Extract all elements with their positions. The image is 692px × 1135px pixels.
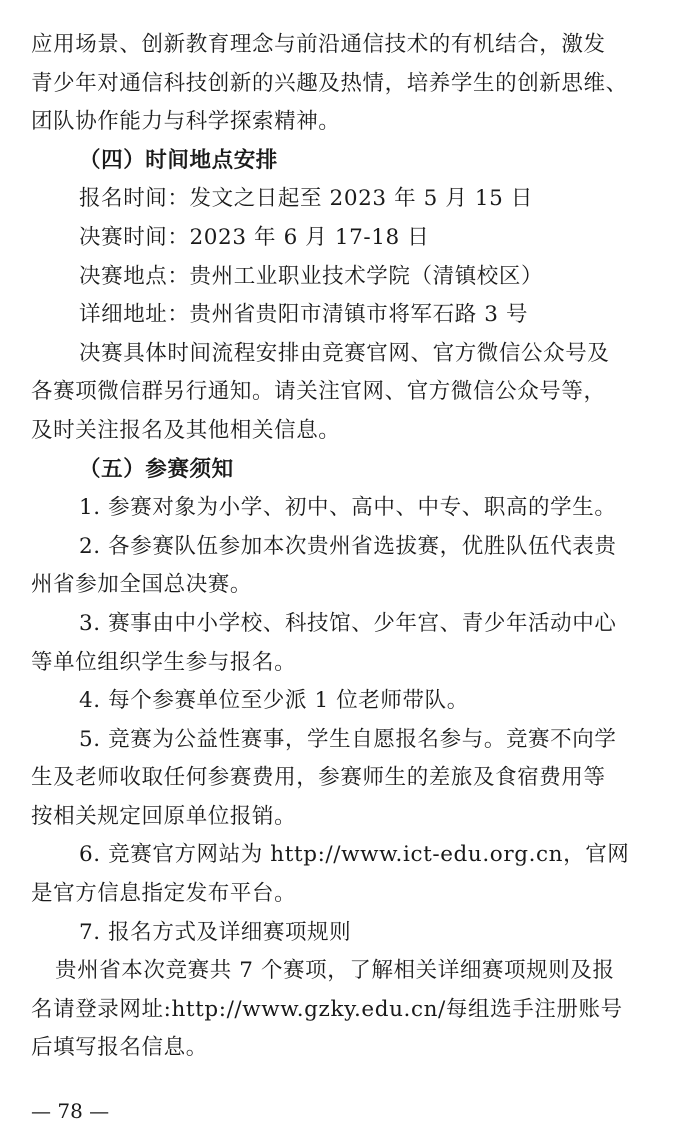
item-line: 是官方信息指定发布平台。 xyxy=(31,881,297,907)
list-item xyxy=(31,721,667,837)
item-line: 生及老师收取任何参赛费用，参赛师生的差旅及食宿费用等 xyxy=(31,765,606,791)
list-item xyxy=(31,682,667,721)
item-line: 等单位组织学生参与报名。 xyxy=(31,649,297,675)
intro-line: 应用场景、创新教育理念与前沿通信技术的有机结合，激发 xyxy=(31,32,606,57)
registration-line: 贵州省本次竞赛共 7 个赛项，了解相关详细赛项规则及报 xyxy=(55,958,615,984)
section-heading-time-location: （四）时间地点安排 xyxy=(79,147,278,173)
final-location: 决赛地点：贵州工业职业技术学院（清镇校区） xyxy=(79,263,544,289)
intro-line: 青少年对通信科技创新的兴趣及热情，培养学生的创新思维、 xyxy=(31,70,628,96)
list-item xyxy=(31,914,667,953)
item-line: 6. 竞赛官方网站为 http://www.ict-edu.org.cn，官网 xyxy=(79,842,630,868)
item-line: 5. 竞赛为公益性赛事，学生自愿报名参与。竞赛不向学 xyxy=(79,726,617,752)
notice-line: 各赛项微信群另行通知。请关注官网、官方微信公众号等， xyxy=(31,379,606,405)
intro-paragraph xyxy=(31,26,667,142)
list-item xyxy=(31,489,667,528)
item-line: 4. 每个参赛单位至少派 1 位老师带队。 xyxy=(79,688,469,714)
list-item xyxy=(31,605,667,682)
page-number: — 78 — xyxy=(31,1099,110,1123)
item-line: 7. 报名方式及详细赛项规则 xyxy=(79,919,352,945)
registration-paragraph xyxy=(31,952,667,1068)
item-line: 2. 各参赛队伍参加本次贵州省选拔赛，优胜队伍代表贵 xyxy=(79,533,617,559)
intro-line: 团队协作能力与科学探索精神。 xyxy=(31,109,341,135)
list-item xyxy=(31,836,667,913)
detailed-address: 详细地址：贵州省贵阳市清镇市将军石路 3 号 xyxy=(79,302,529,328)
item-line: 3. 赛事由中小学校、科技馆、少年宫、青少年活动中心 xyxy=(79,610,617,636)
registration-line: 名请登录网址:http://www.gzky.edu.cn/每组选手注册账号 xyxy=(31,996,623,1022)
notice-line: 决赛具体时间流程安排由竞赛官网、官方微信公众号及 xyxy=(79,340,610,366)
item-line: 州省参加全国总决赛。 xyxy=(31,572,253,598)
notice-line: 及时关注报名及其他相关信息。 xyxy=(31,417,341,443)
item-line: 1. 参赛对象为小学、初中、高中、中专、职高的学生。 xyxy=(79,495,617,521)
final-time: 决赛时间：2023 年 6 月 17-18 日 xyxy=(79,224,430,250)
section-heading-participation-notes: （五）参赛须知 xyxy=(79,456,234,482)
registration-time: 报名时间：发文之日起至 2023 年 5 月 15 日 xyxy=(79,186,533,212)
registration-line: 后填写报名信息。 xyxy=(31,1035,208,1061)
item-line: 按相关规定回原单位报销。 xyxy=(31,803,297,829)
list-item xyxy=(31,528,667,605)
schedule-notice-paragraph xyxy=(31,335,667,451)
document-body xyxy=(31,26,667,1068)
